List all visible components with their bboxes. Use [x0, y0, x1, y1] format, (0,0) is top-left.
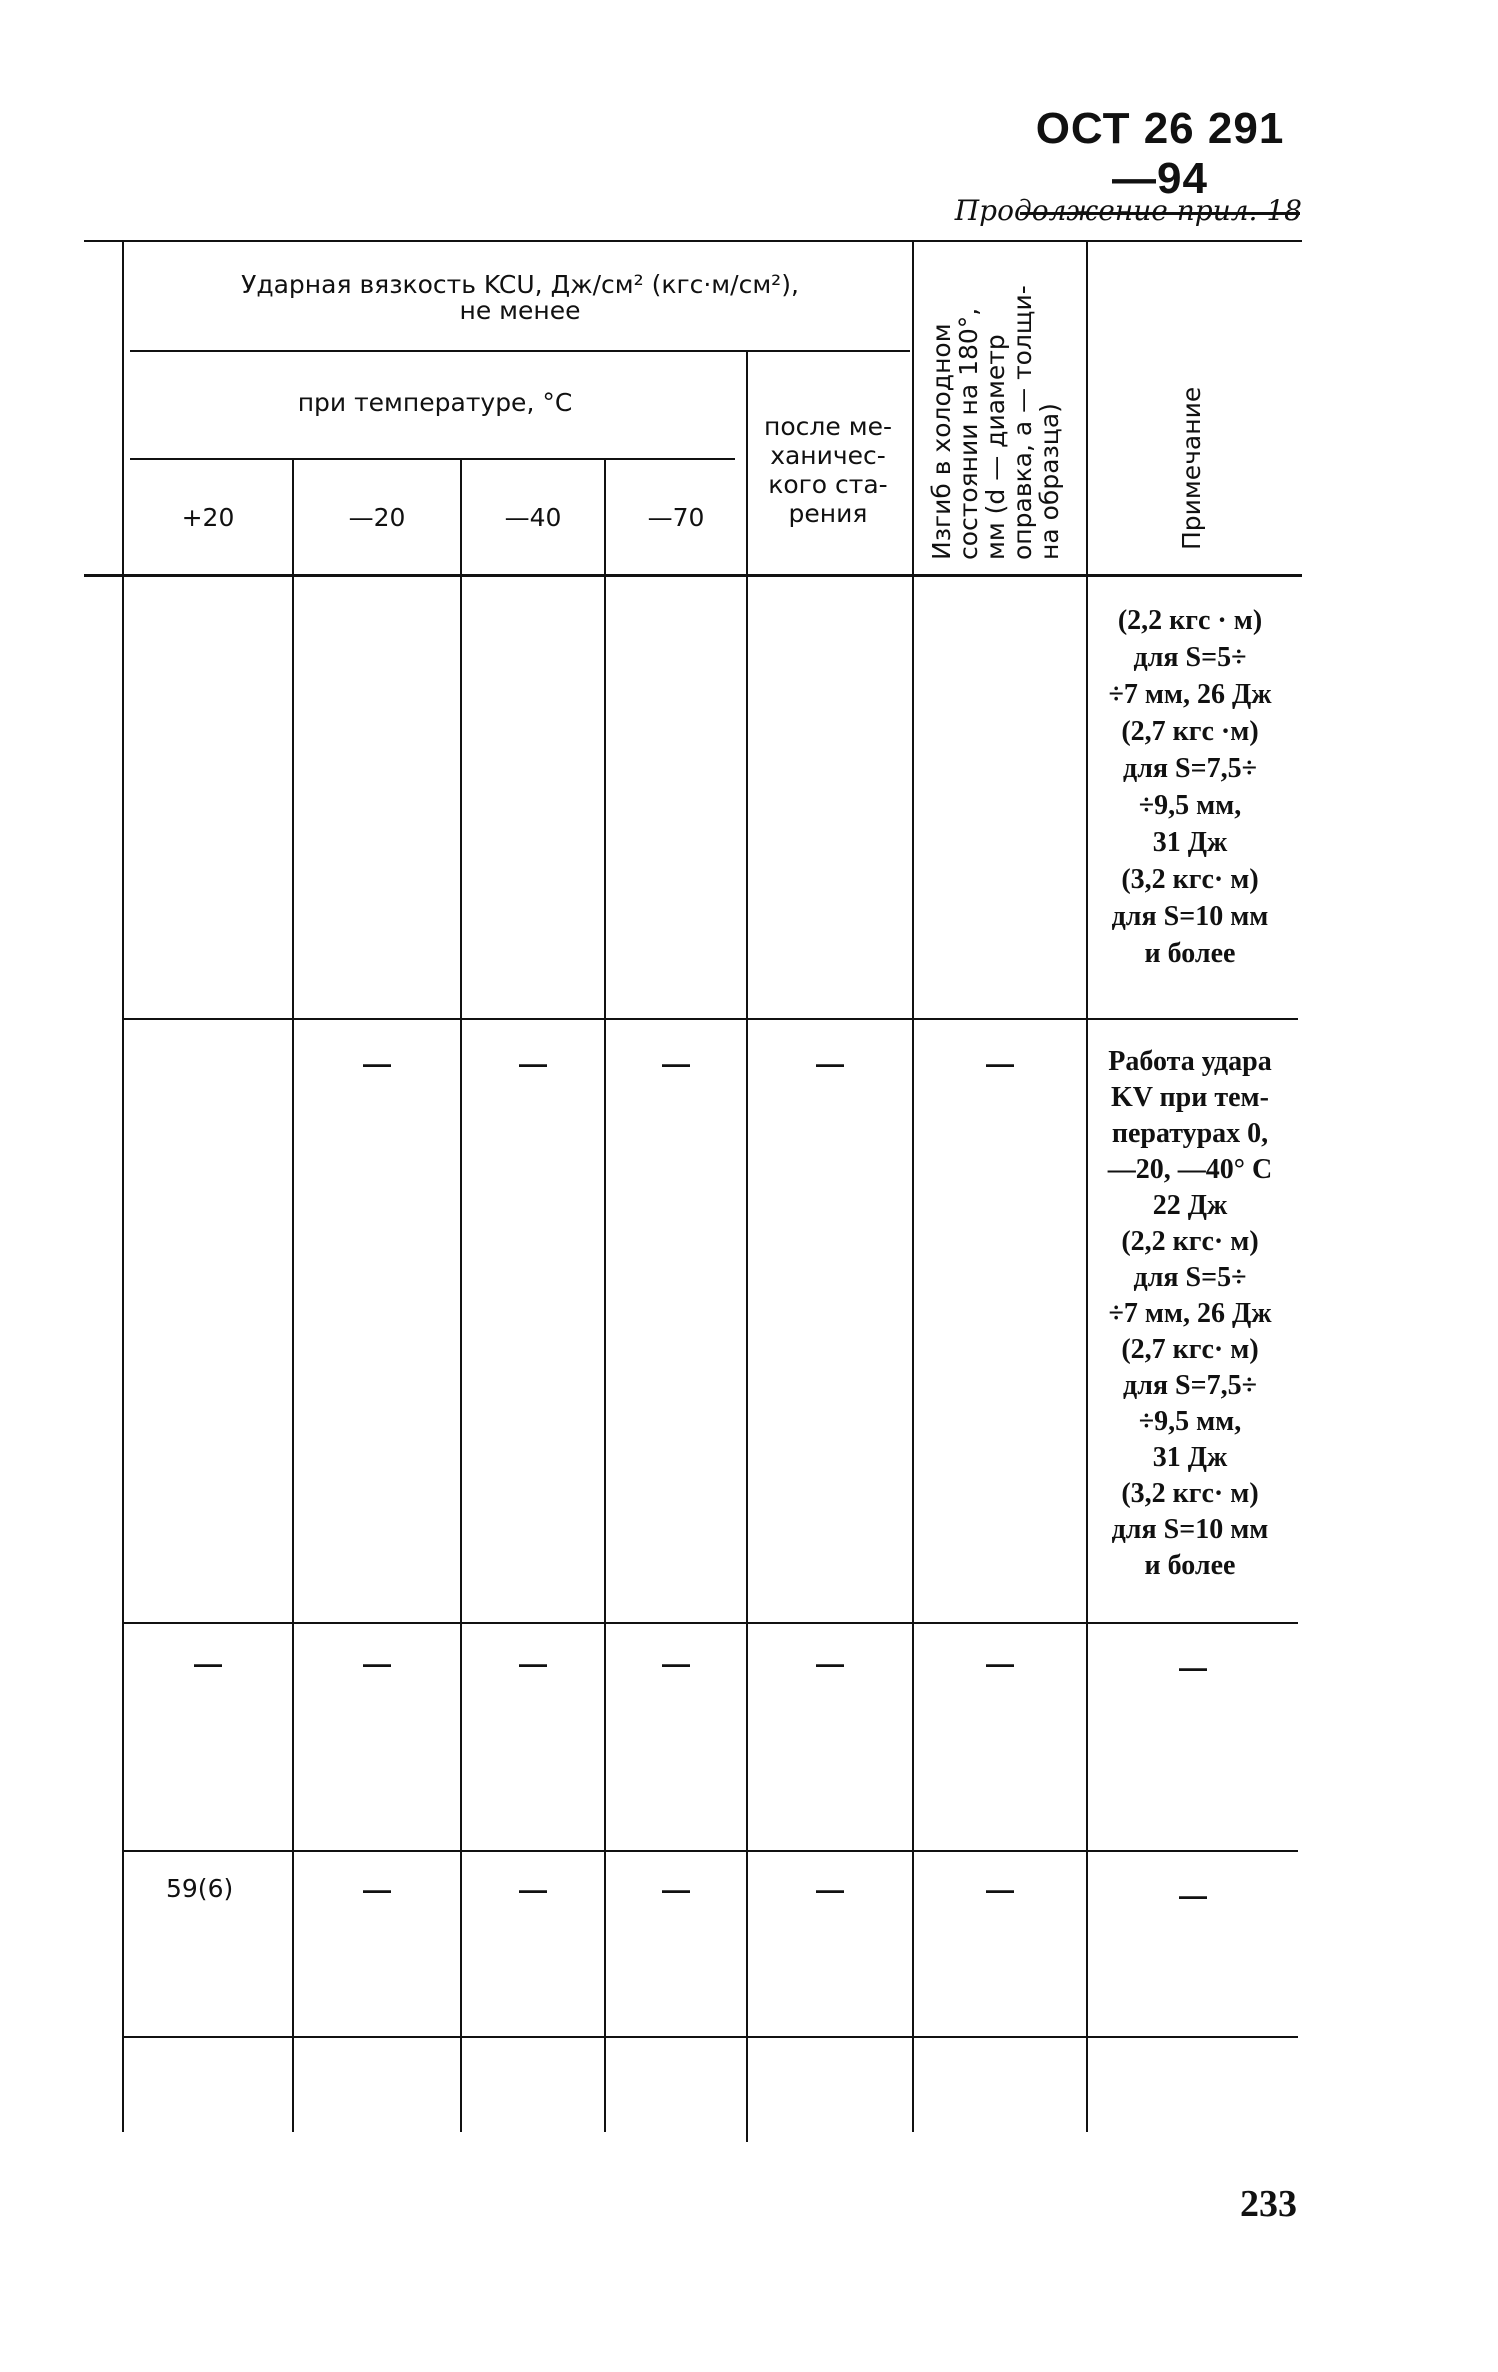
row-separator-4 [124, 2036, 1298, 2038]
row-4-dash-minus70: — [662, 1874, 690, 1905]
bend-header: Изгиб в холодном состоянии на 180°, мм (d — диаметр оправка, a — толщи- на образца) [927, 285, 1064, 560]
continuation-label: Продолжение прил. 18 [954, 194, 1302, 227]
row-2-dash-minus70: — [662, 1048, 690, 1079]
row-3-dash-plus20: — [194, 1648, 222, 1679]
row-3-dash-bend: — [986, 1648, 1014, 1679]
col-border-5 [912, 242, 914, 2132]
row-2-dash-aging: — [816, 1048, 844, 1079]
row-4-dash-minus40: — [519, 1874, 547, 1905]
group-title-rule [130, 350, 910, 352]
row-2-note: Работа удара KV при тем- пературах 0, —20, —40° С 22 Дж (2,2 кгс· м) для S=5÷ ÷7 мм, 26 Дж (2,7 кгс· м) для S=7,5÷ ÷9,5 мм, 31 Дж (3,2 кгс· м) для S=10 мм и более [1107, 1046, 1273, 1581]
temperature-rule [130, 458, 735, 460]
row-4-plus20-value: 59(6) [166, 1874, 234, 1903]
row-4-dash-aging: — [816, 1874, 844, 1905]
temp-col-minus20: —20 [348, 503, 406, 532]
row-3-dash-aging: — [816, 1648, 844, 1679]
row-separator-2 [124, 1622, 1298, 1624]
row-4-dash-minus20: — [363, 1874, 391, 1905]
row-2-dash-minus40: — [519, 1048, 547, 1079]
row-3-dash-note: — [1179, 1652, 1207, 1683]
row-1-note: (2,2 кгс · м) для S=5÷ ÷7 мм, 26 Дж (2,7 кгс ·м) для S=7,5÷ ÷9,5 мм, 31 Дж (3,2 кгс· м) для S=10 мм и более [1108, 605, 1272, 969]
table-top-rule [84, 240, 1302, 242]
row-2-dash-bend: — [986, 1048, 1014, 1079]
row-3-dash-minus40: — [519, 1648, 547, 1679]
note-header: Примечание [1177, 386, 1206, 550]
row-separator-1 [124, 1018, 1298, 1020]
row-4-dash-bend: — [986, 1874, 1014, 1905]
temp-col-minus40: —40 [504, 503, 562, 532]
row-2-dash-minus20: — [363, 1048, 391, 1079]
temp-col-plus20: +20 [181, 503, 235, 532]
header-bottom-rule [84, 574, 1302, 577]
row-3-dash-minus20: — [363, 1648, 391, 1679]
aging-header: после ме- ханичес- кого ста- рения [764, 412, 892, 528]
row-3-dash-minus70: — [662, 1648, 690, 1679]
page-number: 233 [1240, 2183, 1297, 2225]
row-separator-3 [124, 1850, 1298, 1852]
temperature-header: при температуре, °С [297, 388, 573, 417]
standard-code: ОСТ 26 291—94 [1020, 104, 1300, 215]
temp-col-minus70: —70 [647, 503, 705, 532]
row-4-dash-note: — [1179, 1880, 1207, 1911]
impact-group-title: Ударная вязкость KCU, Дж/см² (кгс·м/см²), не менее [241, 270, 799, 325]
